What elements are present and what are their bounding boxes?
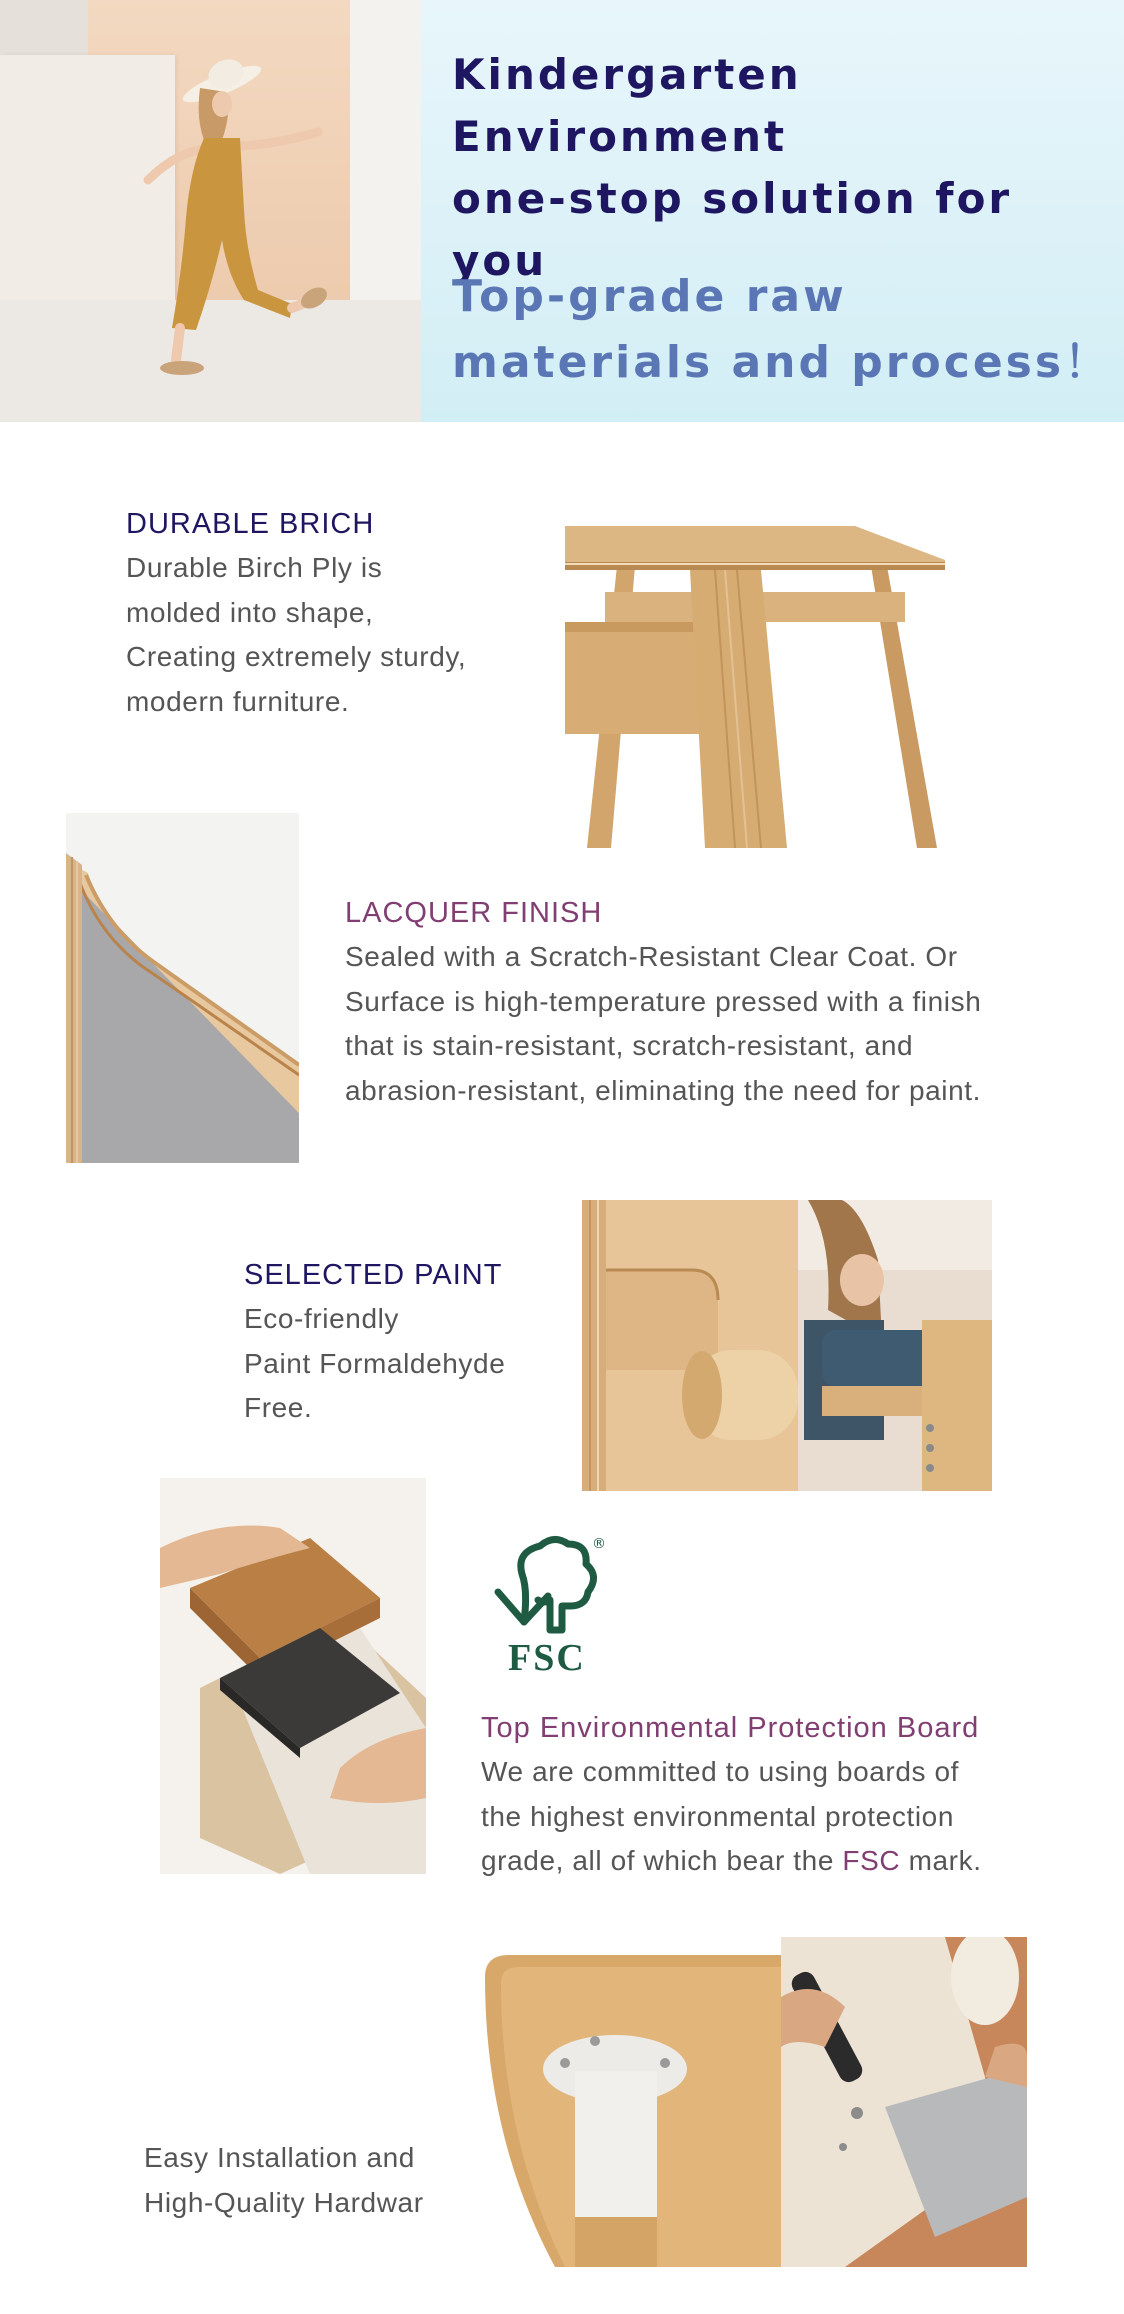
fsc-tree-checkmark-icon	[488, 1530, 608, 1640]
text-line: High-Quality Hardwar	[144, 2186, 424, 2218]
hero-title	[452, 44, 1124, 292]
text-fragment: mark.	[900, 1845, 982, 1876]
installation-block	[144, 2136, 450, 2225]
fsc-mark-text: FSC	[842, 1845, 901, 1876]
text-line: Creating extremely sturdy,	[126, 641, 467, 672]
hero-title-line: Environment	[452, 112, 788, 161]
text-line: the highest environmental protection	[481, 1800, 954, 1832]
hero-subtitle-line: materials and process！	[452, 337, 1112, 388]
text-line: We are committed to using boards of	[481, 1756, 960, 1787]
hero-title-line: Kindergarten	[452, 50, 802, 99]
text-line: Sealed with a Scratch-Resistant Clear Coat. Or	[345, 941, 958, 972]
text-line: Easy Installation and	[144, 2142, 415, 2173]
hero-title-line: one-stop solution for you	[452, 174, 1013, 285]
text-line: Eco-friendly	[244, 1303, 400, 1334]
text-line: modern furniture.	[126, 685, 350, 717]
hero-subtitle	[452, 264, 1111, 396]
text-line: Free.	[244, 1392, 313, 1423]
text-line: molded into shape,	[126, 596, 374, 628]
lacquer-board-closeup-photo	[66, 813, 299, 1163]
paint-detail-photos	[582, 1200, 992, 1491]
installation-text	[144, 2136, 450, 2225]
lacquer-finish-text	[345, 935, 981, 1113]
environmental-board-heading: Top Environmental Protection Board	[481, 1712, 980, 1744]
text-line: Surface is high-temperature pressed with a finish	[345, 985, 982, 1017]
selected-paint-heading: SELECTED PAINT	[244, 1259, 503, 1291]
selected-paint-text	[244, 1297, 505, 1431]
selected-paint-block	[244, 1257, 505, 1431]
fsc-logo	[488, 1530, 608, 1680]
durable-birch-text	[126, 546, 466, 724]
text-line	[481, 1839, 982, 1884]
text-line: Durable Birch Ply is	[126, 552, 383, 583]
lacquer-finish-heading: LACQUER FINISH	[345, 897, 603, 929]
fsc-registered-mark: ®	[592, 1536, 606, 1552]
birch-table-photo	[565, 526, 945, 848]
text-line: that is stain-resistant, scratch-resistant, and	[345, 1030, 914, 1061]
text-line: abrasion-resistant, eliminating the need for paint.	[345, 1074, 982, 1106]
environmental-board-block	[481, 1710, 982, 1884]
text-fragment: grade, all of which bear the	[481, 1845, 843, 1876]
environmental-board-text	[481, 1750, 982, 1884]
durable-birch-heading: DURABLE BRICH	[126, 508, 375, 540]
wood-samples-photo	[160, 1478, 426, 1874]
text-line: Paint Formaldehyde	[244, 1347, 506, 1379]
fsc-logo-text: FSC	[508, 1637, 586, 1679]
hero-subtitle-line: Top-grade raw	[452, 271, 847, 322]
durable-birch-block	[126, 506, 466, 724]
installation-hardware-photos	[465, 1937, 1027, 2267]
hero-photo-girl-jumping	[0, 0, 421, 422]
lacquer-finish-block	[345, 895, 981, 1113]
